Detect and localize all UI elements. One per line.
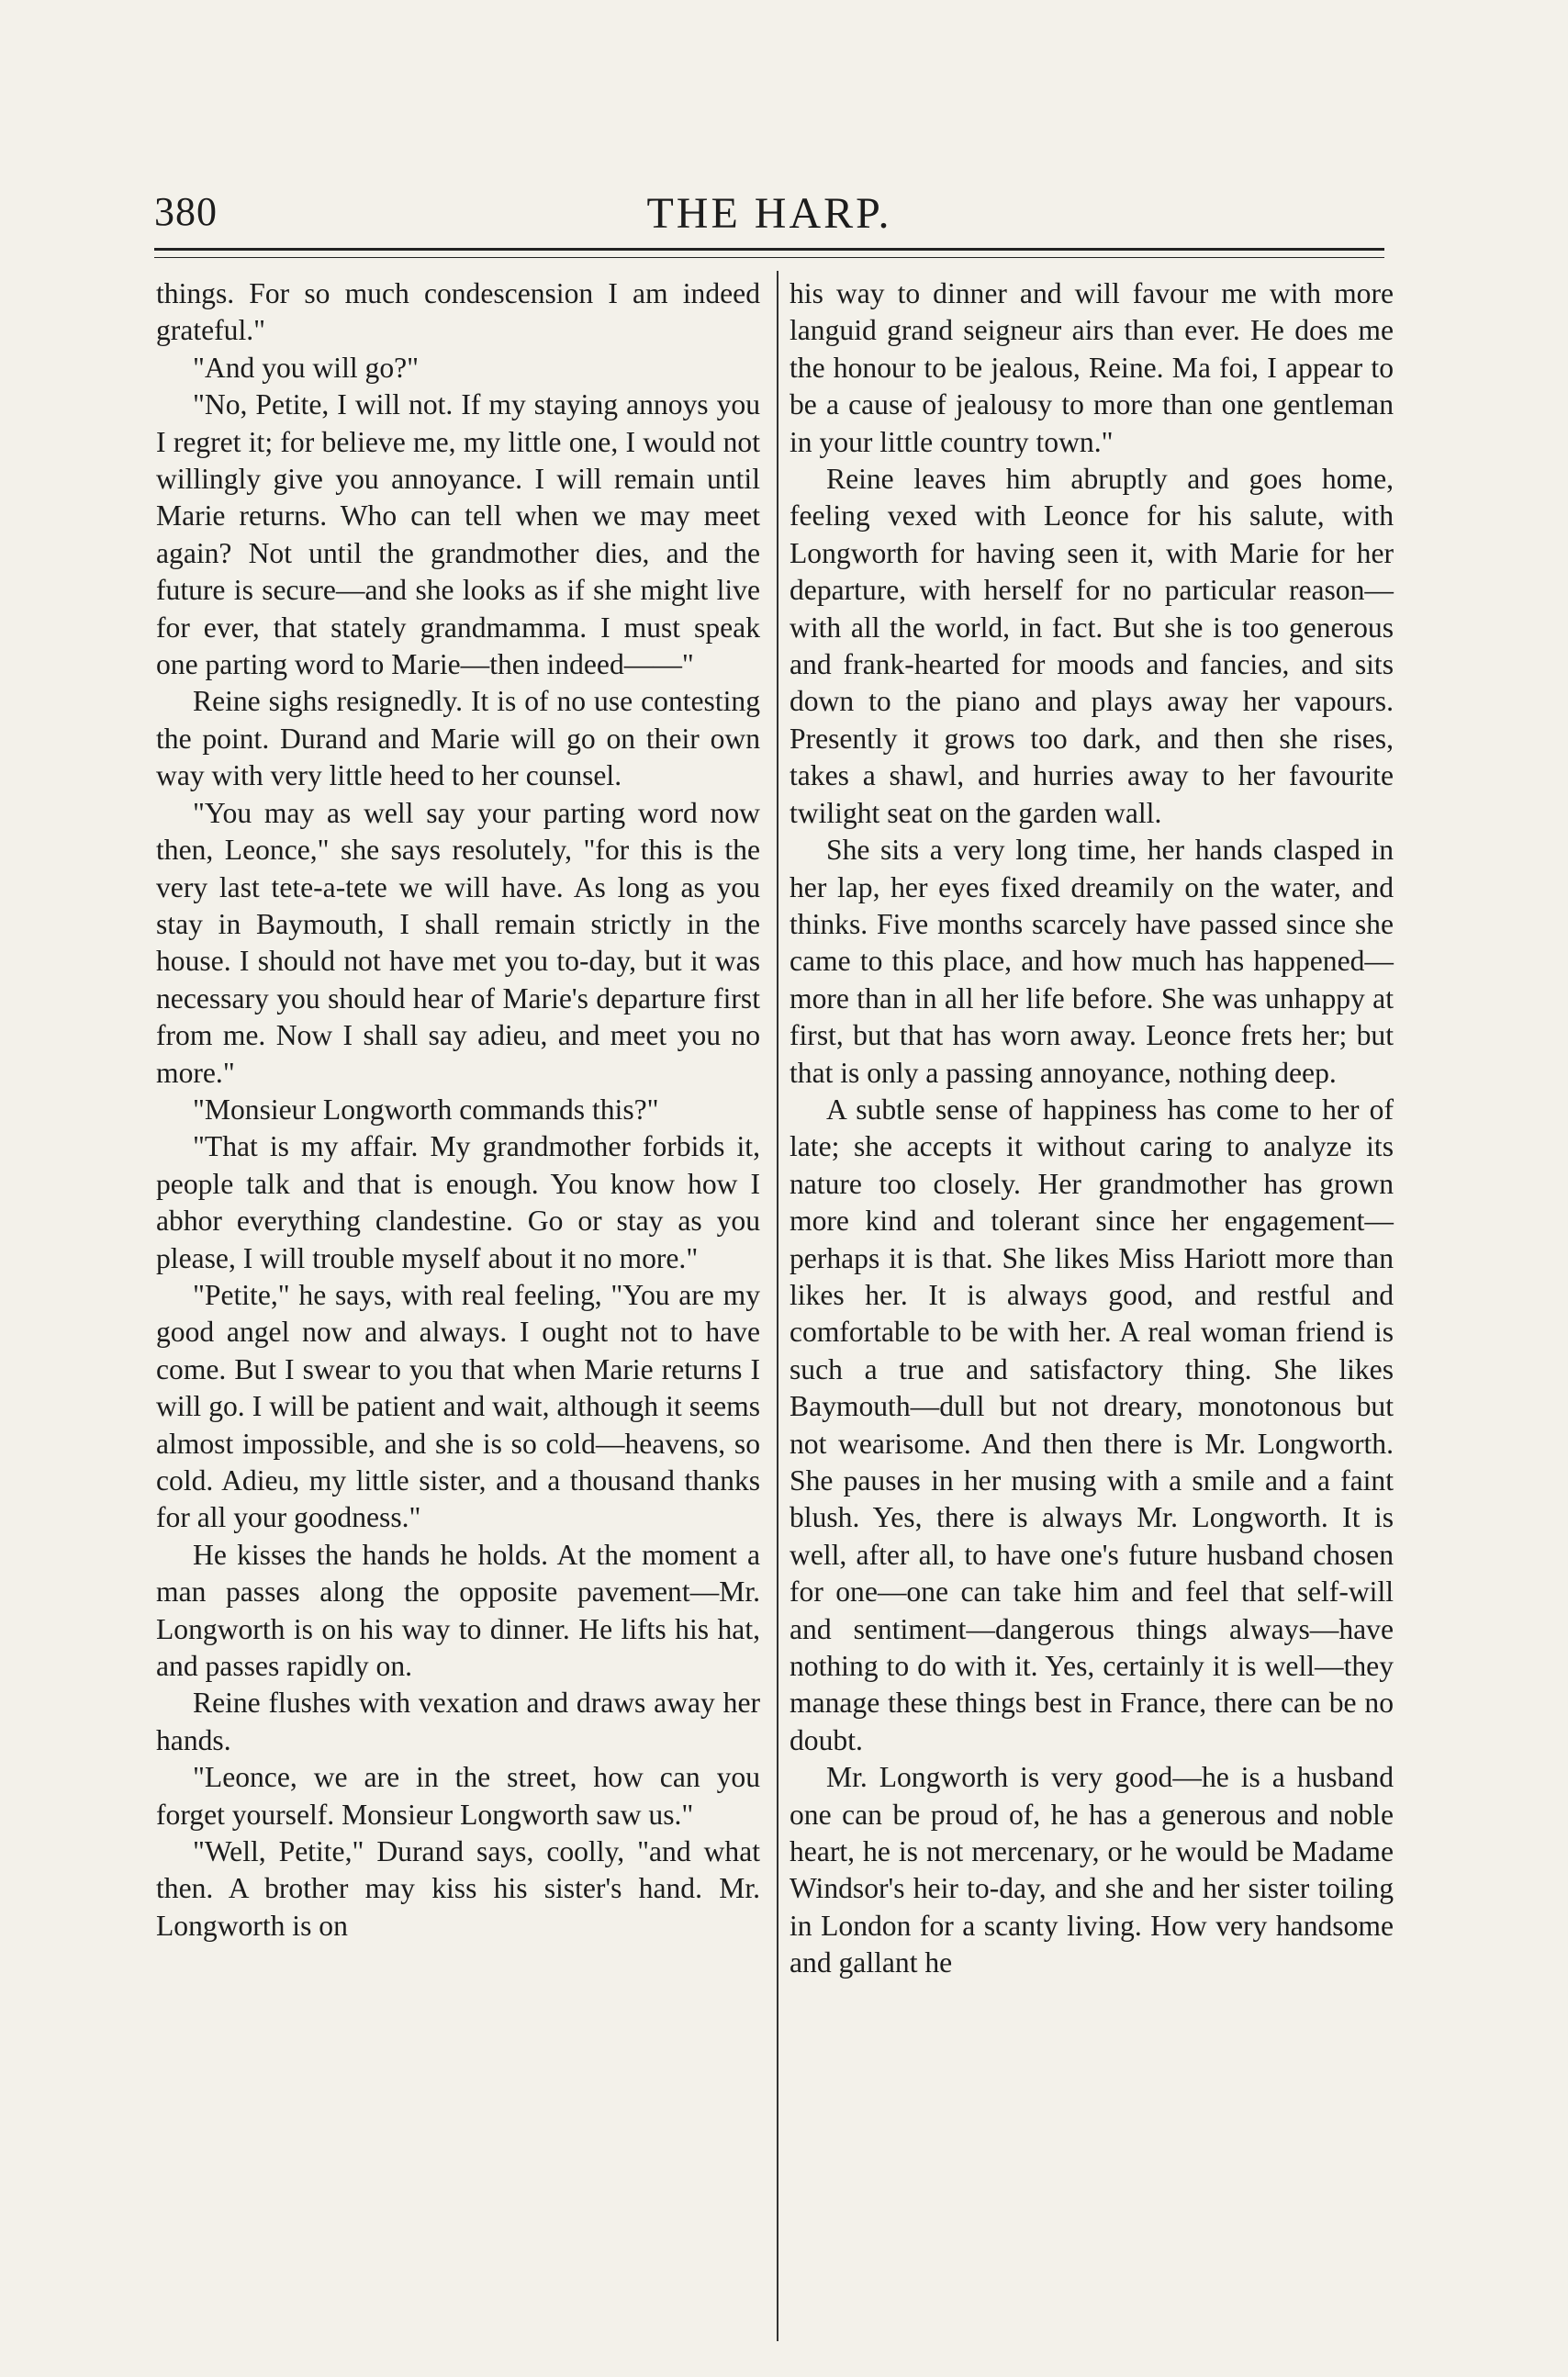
paragraph: Reine sighs resignedly. It is of no use contesting the point. Durand and Marie will go on their own way with very little heed to her counsel. (156, 685, 760, 792)
page-header (154, 188, 1384, 271)
paragraph: "That is my affair. My grandmother forbids it, people talk and that is enough. You know how I abhor everything clandestine. Go or stay as you please, I will trouble myself about it no more." (156, 1130, 760, 1274)
page-number: 380 (154, 189, 218, 234)
paragraph: She sits a very long time, her hands clasped in her lap, her eyes fixed dreamily on the water, and thinks. Five months scarcely have passed since she came to this place, and how much has happened—more than in all her life before. She was unhappy at first, but that has worn away. Leonce frets her; but that is only a passing annoyance, nothing deep. (790, 834, 1394, 1089)
left-column (156, 275, 760, 1945)
column-divider (777, 271, 778, 2341)
paragraph: Reine leaves him abruptly and goes home, feeling vexed with Leonce for his salute, with Longworth for having seen it, with Marie for her departure, with herself for no particular reason—with all the world, in fact. But she is too generous and frank-hearted for moods and fancies, and sits down to the piano and plays away her vapours. Presently it grows too dark, and then she rises, takes a shawl, and hurries away to her favourite twilight seat on the garden wall. (790, 463, 1394, 829)
paragraph: "No, Petite, I will not. If my staying annoys you I regret it; for believe me, my little one, I would not willingly give you annoyance. I will remain until Marie returns. Who can tell when we may meet again? Not until the grandmother dies, and the future is secure—and she looks as if she might live for ever, that stately grandmamma. I must speak one parting word to Marie—then indeed——" (156, 388, 760, 681)
right-column (790, 275, 1394, 1982)
paragraph: "And you will go?" (193, 351, 420, 384)
paragraph: "Leonce, we are in the street, how can you forget yourself. Monsieur Longworth saw us." (156, 1761, 760, 1831)
paragraph: Mr. Longworth is very good—he is a husband one can be proud of, he has a generous and noble heart, he is not mercenary, or he would be Madame Windsor's heir to-day, and she and her sister toiling in London for a scanty living. How very handsome and gallant he (790, 1761, 1394, 1979)
paragraph: "Petite," he says, with real feeling, "You are my good angel now and always. I ought not to have come. But I swear to you that when Marie returns I will go. I will be patient and wait, although it seems almost impossible, and she is so cold—heavens, so cold. Adieu, my little sister, and a thousand thanks for all your goodness." (156, 1278, 760, 1534)
header-rule-thick (154, 248, 1384, 251)
paragraph: his way to dinner and will favour me with more languid grand seigneur airs than ever. He does me the honour to be jealous, Reine. Ma foi, I appear to be a cause of jealousy to more than one gentleman in your little country town." (790, 277, 1394, 458)
paragraph: things. For so much condescension I am indeed grateful." (156, 277, 760, 347)
header-rule-thin (154, 257, 1384, 258)
paragraph: He kisses the hands he holds. At the moment a man passes along the opposite pavement—Mr. Longworth is on his way to dinner. He lifts his hat, and passes rapidly on. (156, 1538, 760, 1683)
paragraph: A subtle sense of happiness has come to her of late; she accepts it without caring to analyze its nature too closely. Her grandmother has grown more kind and tolerant since her engagement—perhaps it is that. She likes Miss Hariott more than likes her. It is always good, and restful and comfortable to be with her. A real woman friend is such a true and satisfactory thing. She likes Baymouth—dull but not dreary, monotonous but not wearisome. And then there is Mr. Longworth. She pauses in her musing with a smile and a faint blush. Yes, there is always Mr. Longworth. It is well, after all, to have one's future husband chosen for one—one can take him and feel that self-will and sentiment—dangerous things always—have nothing to do with it. Yes, certainly it is well—they manage these things best in France, there can be no doubt. (790, 1093, 1394, 1756)
paragraph: "Well, Petite," Durand says, coolly, "and what then. A brother may kiss his sister's hand. Mr. Longworth is on (156, 1835, 760, 1942)
paragraph: "Monsieur Longworth commands this?" (193, 1093, 659, 1126)
paragraph: "You may as well say your parting word now then, Leonce," she says resolutely, "for this is the very last tete-a-tete we will have. As long as you stay in Baymouth, I shall remain strictly in the house. I should not have met you to-day, but it was necessary you should hear of Marie's departure first from me. Now I shall say adieu, and meet you no more." (156, 796, 760, 1089)
paragraph: Reine flushes with vexation and draws away her hands. (156, 1687, 760, 1756)
running-title: THE HARP. (646, 189, 892, 238)
